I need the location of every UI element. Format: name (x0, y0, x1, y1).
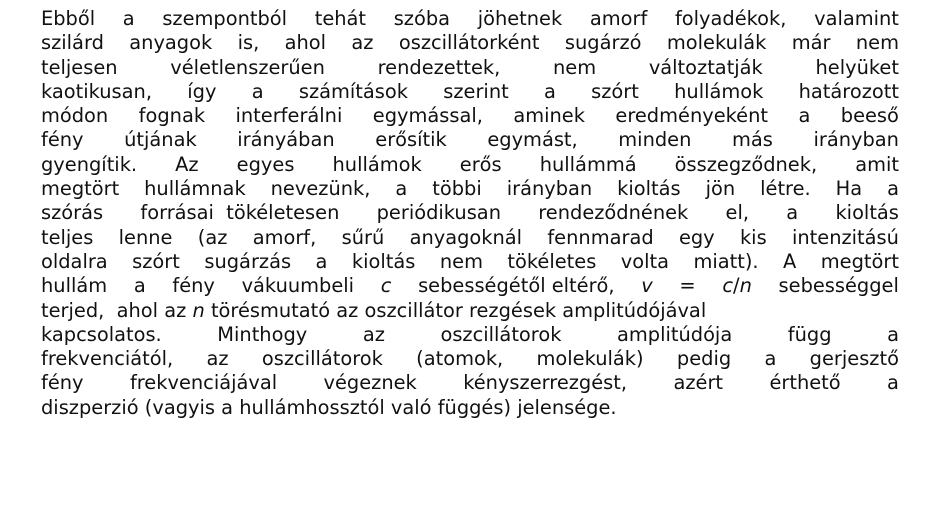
text-line-11 (41, 250, 899, 274)
word: szórás (41, 201, 104, 225)
equals-sign: = (679, 274, 696, 298)
word: azért (673, 371, 724, 395)
word: függés) (437, 395, 512, 419)
word: kapcsolatos. (41, 322, 162, 346)
word: diszperzió (41, 395, 139, 419)
word: Minthogy (217, 322, 308, 346)
word: a (764, 347, 777, 371)
word: molekulák) (536, 347, 644, 371)
word: véletlenszerűen (170, 55, 325, 79)
word: függ (787, 322, 832, 346)
text-line-13 (41, 299, 899, 323)
word: a (122, 7, 135, 30)
word: miatt). (693, 249, 759, 273)
word: számítások (298, 79, 408, 103)
word: irányban (813, 128, 899, 152)
word: kioltás (617, 177, 681, 201)
word: a (798, 104, 811, 128)
word: sugárzó (564, 31, 642, 55)
word: intenzitású (791, 225, 899, 249)
word: anyagoknál (409, 225, 523, 249)
text-line-16 (41, 371, 899, 395)
word: ahol (284, 31, 327, 55)
word: az (164, 298, 187, 322)
word: minden (618, 128, 692, 152)
word: valamint (814, 7, 899, 30)
word: a (887, 371, 899, 395)
text-line-6 (41, 128, 899, 152)
word: hullám (41, 274, 108, 298)
text-line-7 (41, 153, 899, 177)
word: hullámok (332, 152, 422, 176)
word: amorf, (252, 225, 317, 249)
word: jelensége. (517, 395, 617, 419)
word: anyagok (129, 31, 213, 55)
word: erős (459, 152, 502, 176)
word: módon (41, 104, 109, 128)
text-line-1 (41, 7, 899, 31)
document-paragraph (41, 7, 899, 420)
word: kaotikusan, (41, 79, 152, 103)
word: vákuumbeli (241, 274, 355, 298)
word: jöhetnek (477, 7, 563, 30)
word: a (251, 79, 264, 103)
word: szórt (132, 249, 180, 273)
word: (az (197, 225, 228, 249)
word: lenne (118, 225, 173, 249)
word: szórt (591, 79, 639, 103)
word: sebességgel (778, 274, 899, 298)
word: sugárzás (204, 249, 292, 273)
text-line-3 (41, 56, 899, 80)
word: (vagyis (144, 395, 215, 419)
word: jön (705, 177, 736, 201)
word: szerint (443, 79, 509, 103)
text-line-17 (41, 396, 899, 420)
word: a (315, 249, 328, 273)
word: egy (678, 225, 715, 249)
word: erősítik (375, 128, 447, 152)
word: forrásai tökéletesen (140, 201, 340, 225)
text-line-4 (41, 80, 899, 104)
word: kényszerrezgést, (463, 371, 628, 395)
variable-n: n (739, 274, 752, 298)
word: hullámok (674, 79, 764, 103)
word: fény (41, 371, 84, 395)
word: eredményeként (615, 104, 768, 128)
word: terjed, (41, 298, 105, 322)
word: többi (432, 177, 482, 201)
variable-c: c (722, 274, 734, 298)
word: így (187, 79, 217, 103)
word: volta (620, 249, 669, 273)
word: frekvenciától, (41, 347, 174, 371)
word: hullámmá (539, 152, 637, 176)
formula-c-over-n (722, 274, 752, 298)
word: el, (725, 201, 750, 225)
word: nem (439, 249, 483, 273)
word: pedig (676, 347, 732, 371)
word: oldalra (41, 249, 108, 273)
word: rendeződnének (538, 201, 689, 225)
word: nem (855, 31, 899, 55)
word: gyengítik. (41, 152, 138, 176)
word: a (786, 201, 799, 225)
word: az (206, 347, 229, 371)
text-line-5 (41, 104, 899, 128)
text-line-2 (41, 31, 899, 55)
text-line-12 (41, 274, 899, 298)
word: más (731, 128, 773, 152)
word: útjának (124, 128, 197, 152)
word: változtatják (648, 55, 763, 79)
text-line-14 (41, 323, 899, 347)
word: szempontból (162, 7, 288, 30)
word: frekvenciájával (129, 371, 278, 395)
text-line-8 (41, 177, 899, 201)
word: kioltás (835, 201, 899, 225)
word: a (395, 177, 408, 201)
word: tehát (314, 7, 367, 30)
word: egymást, (487, 128, 578, 152)
word: a (543, 79, 556, 103)
word: gerjesztő (809, 347, 899, 371)
word: egymással, (372, 104, 483, 128)
word: összegződnek, (674, 152, 818, 176)
word: fognak (138, 104, 206, 128)
slash: / (733, 274, 740, 298)
word: kioltás (351, 249, 416, 273)
word: megtört (41, 177, 120, 201)
word: hullámnak (144, 177, 246, 201)
word: irányban (506, 177, 593, 201)
text-line-9 (41, 201, 899, 225)
word: teljesen (41, 55, 118, 79)
word: kis (739, 225, 767, 249)
word: fény (41, 128, 84, 152)
word: az (351, 31, 374, 55)
word: teljes (41, 225, 94, 249)
variable-n: n (192, 298, 205, 322)
word: interferálni (235, 104, 343, 128)
word: már (791, 31, 831, 55)
word: beeső (840, 104, 899, 128)
word: a (887, 177, 899, 201)
word: nem (552, 55, 597, 79)
word: létre. (760, 177, 811, 201)
word: aminek (513, 104, 585, 128)
word: tökéletes (507, 249, 597, 273)
word: fennmarad (547, 225, 654, 249)
word: (atomok, (416, 347, 504, 371)
word: nevezünk, (270, 177, 371, 201)
word: periódikusan (376, 201, 501, 225)
variable-v: v (641, 274, 653, 298)
word: határozott (798, 79, 899, 103)
word: hullámhossztól (239, 395, 385, 419)
word: oszcillátorok (261, 347, 383, 371)
word: Ebből (41, 7, 96, 30)
word: molekulák (666, 31, 767, 55)
word: A (783, 249, 797, 273)
word: amplitúdója (617, 322, 733, 346)
word: törésmutató az oszcillátor rezgések amplitúdójával (210, 298, 707, 322)
word: való (390, 395, 432, 419)
word: érthető (769, 371, 841, 395)
word: oszcillátorként (398, 31, 540, 55)
word: egyes (236, 152, 295, 176)
word: végeznek (323, 371, 417, 395)
text-line-15 (41, 347, 899, 371)
word: a (133, 274, 146, 298)
word: Az (175, 152, 199, 176)
word: a (221, 395, 234, 419)
word: a (887, 322, 899, 346)
word: ahol (116, 298, 159, 322)
word: is, (237, 31, 260, 55)
word: szilárd (41, 31, 104, 55)
word: amit (855, 152, 899, 176)
word: oszcillátorok (440, 322, 562, 346)
word: rendezettek, (377, 55, 501, 79)
text-line-10 (41, 226, 899, 250)
word: sebességétől eltérő, (418, 274, 615, 298)
word: amorf (589, 7, 648, 30)
word: folyadékok, (674, 7, 787, 30)
word: fény (172, 274, 215, 298)
word: sűrű (341, 225, 385, 249)
word: irányában (237, 128, 335, 152)
word: megtört (820, 249, 899, 273)
variable-c: c (380, 274, 392, 298)
word: az (362, 322, 385, 346)
word: szóba (393, 7, 451, 30)
word: Ha (835, 177, 863, 201)
word: helyüket (815, 55, 899, 79)
